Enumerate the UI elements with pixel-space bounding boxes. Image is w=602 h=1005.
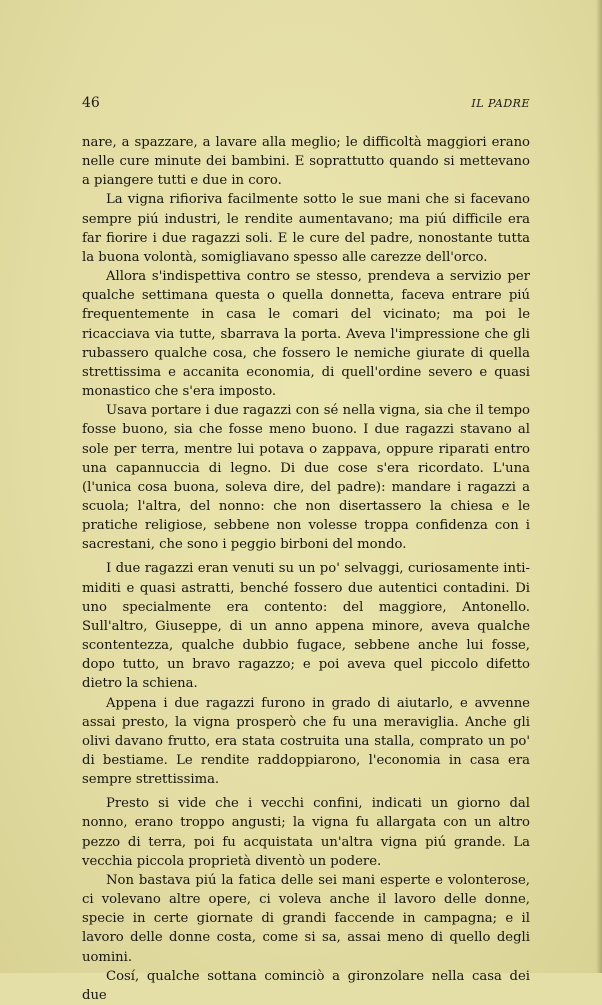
paragraph: Allora s'indispettiva contro se stesso, prendeva a servizio per qualche settimana questa o quella donnetta, faceva entrare piú frequentemente in casa le comari del vicinato; ma poi le ricacciava via tutte, sbarrava la porta. Aveva l'impressione che gli rubassero qualche cosa, che fossero le nemiche giurate di quella strettissima e accanita economia, di quell'ordine severo e quasi monastico che s'era imposto. xyxy=(82,269,530,400)
page-header xyxy=(82,95,530,113)
paragraph: Usava portare i due ragazzi con sé nella vigna, sia che il tempo fosse buono, sia che fosse meno buono. I due ragazzi stavano al sole per terra, mentre lui potava o zappava, oppure riparati entro una capannuccia di legno. Di due cose s'era ricordato. L'una (l'unica cosa buona, soleva dire, del padre): mandare i ragazzi a scuola; l'altra, del nonno: che non disertassero la chiesa e le pratiche religiose, sebbene non volesse troppa confidenza con i sacrestani, che sono i peggio birboni del mondo. xyxy=(82,403,530,553)
running-title: IL PADRE xyxy=(471,97,530,110)
page-number: 46 xyxy=(82,95,100,111)
paragraph: La vigna rifioriva facilmente sotto le sue mani che si facevano sempre piú industri, le rendite aumentavano; ma piú difficile era far fiorire i due ragazzi soli. E le cure del padre, nonostante tutta la buona volontà, somigliavano spesso alle carezze dell'orco. xyxy=(82,192,530,265)
paragraph: Cosí, qualche sottana cominciò a gironzolare nella casa dei due xyxy=(82,968,530,1003)
paragraph: Presto si vide che i vecchi confini, indicati un giorno dal nonno, erano troppo angusti; la vigna fu allargata con un altro pezzo di terra, poi fu acquistata un'altra vigna piú grande. La vecchia piccola proprietà diventò un podere. xyxy=(82,796,530,869)
paragraph: Appena i due ragazzi furono in grado di aiutarlo, e avvenne assai presto, la vigna prosperò che fu una meraviglia. Anche gli olivi davano frutto, era stata costruita una stalla, comprato un po' di bestiame. Le rendite raddoppiarono, l'economia in casa era sempre strettissima. xyxy=(82,695,530,788)
page-edge-shadow xyxy=(596,0,602,973)
paragraph: Non bastava piú la fatica delle sei mani esperte e volonterose, ci volevano altre opere, ci voleva anche il lavoro delle donne, specie in certe giornate di grandi faccende in campagna; e il lavoro delle donne costa, come si sa, assai meno di quello degli uomini. xyxy=(82,872,530,965)
body-text xyxy=(82,133,530,1005)
paragraph: I due ragazzi eran venuti su un po' selvaggi, curiosamente intimiditi e quasi astratti, benché fossero due autentici contadini. Di uno specialmente era contento: del maggiore, Antonello. Sull'altro, Giuseppe, di un anno appena minore, aveva qualche scontentezza, qualche dubbio fugace, sebbene anche lui fosse, dopo tutto, un bravo ragazzo; e poi aveva quel piccolo difetto dietro la schiena. xyxy=(82,561,530,692)
paragraph: nare, a spazzare, a lavare alla meglio; le difficoltà maggiori erano nelle cure minute dei bambini. E soprattutto quando si mettevano a piangere tutti e due in coro. xyxy=(82,135,530,189)
